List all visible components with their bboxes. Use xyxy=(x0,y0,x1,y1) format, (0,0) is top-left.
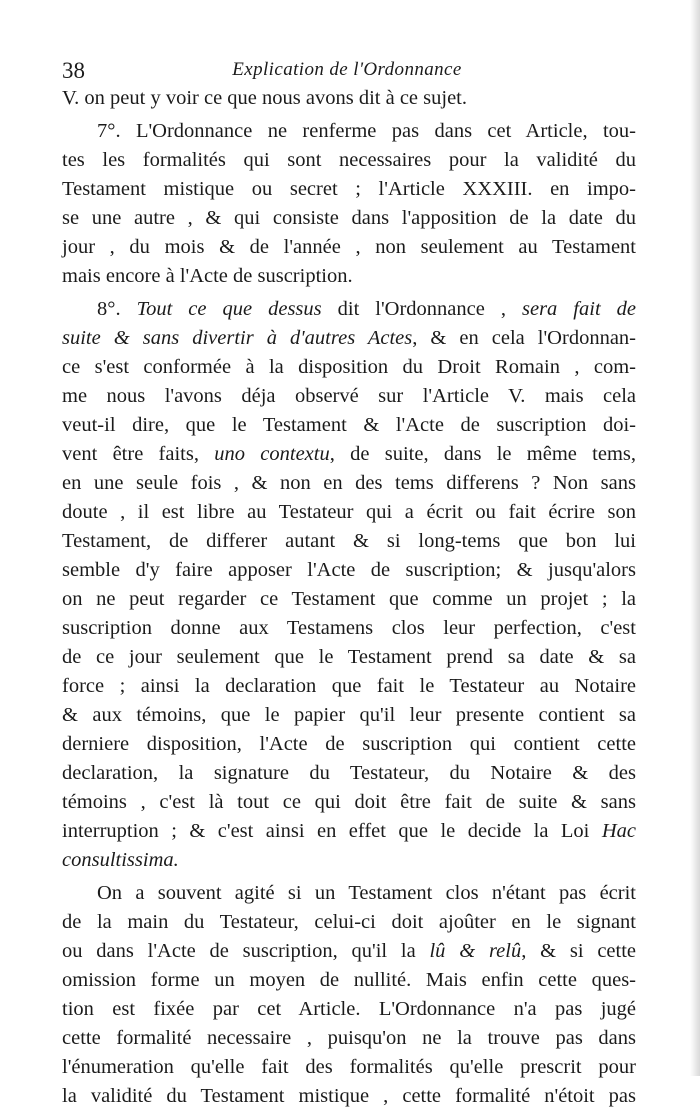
text-line: jour , du mois & de l'année , non seulement au Testament xyxy=(62,236,636,258)
text-line: on ne peut regarder ce Testament que comme un projet ; la xyxy=(62,588,636,610)
text-line: témoins , c'est là tout ce qui doit être fait de suite & sans xyxy=(62,791,636,813)
text-line: semble d'y faire apposer l'Acte de suscription; & jusqu'alors xyxy=(62,559,636,581)
text-run: , de suite, dans le même tems, xyxy=(329,443,636,465)
text-run: , & si cette xyxy=(521,940,637,962)
text-line xyxy=(62,295,636,324)
body-text xyxy=(62,84,636,1111)
text-line: declaration, la signature du Testateur, du Notaire & des xyxy=(62,762,636,784)
italic-latin: consultissima. xyxy=(62,849,179,871)
italic-quote: Tout ce que dessus xyxy=(136,298,322,320)
text-line xyxy=(62,440,636,469)
page-edge-shadow xyxy=(690,0,700,1076)
text-line: doute , il est libre au Testateur qui a écrit ou fait écrire son xyxy=(62,501,636,523)
text-line xyxy=(62,817,636,846)
text-line: l'énumeration qu'elle fait des formalités qu'elle prescrit pour xyxy=(62,1056,636,1078)
text-line: en une seule fois , & non en des tems differens ? Non sans xyxy=(62,472,636,494)
text-line: veut-il dire, que le Testament & l'Acte de suscription doi- xyxy=(62,414,636,436)
text-line: de ce jour seulement que le Testament prend sa date & sa xyxy=(62,646,636,668)
text-line: derniere disposition, l'Acte de suscription qui contient cette xyxy=(62,733,636,755)
text-line: V. on peut y voir ce que nous avons dit à ce sujet. xyxy=(62,87,467,109)
text-run: interruption ; & c'est ainsi en effet que le decide la Loi xyxy=(62,820,602,842)
italic-latin: uno contextu xyxy=(214,443,330,465)
text-line: omission forme un moyen de nullité. Mais enfin cette ques- xyxy=(62,969,636,991)
page-header xyxy=(62,58,632,86)
text-line: ce s'est conformée à la disposition du Droit Romain , com- xyxy=(62,356,636,378)
text-line: la validité du Testament mistique , cette formalité n'étoit pas xyxy=(62,1085,636,1107)
text-line: mais encore à l'Acte de suscription. xyxy=(62,265,353,287)
italic-latin: Hac xyxy=(601,820,636,842)
text-line: se une autre , & qui consiste dans l'apposition de la date du xyxy=(62,207,636,229)
text-line: me nous l'avons déja observé sur l'Article V. mais cela xyxy=(62,385,636,407)
italic-quote: lû & relû xyxy=(429,940,522,962)
text-line xyxy=(62,937,636,966)
text-run: vent être faits, xyxy=(62,443,215,465)
text-line: suscription donne aux Testamens clos leur perfection, c'est xyxy=(62,617,636,639)
text-line: Testament, de differer autant & si long-tems que bon lui xyxy=(62,530,636,552)
text-line xyxy=(62,324,636,353)
italic-quote: suite & sans divertir à d'autres Actes xyxy=(62,327,413,349)
text-line: & aux témoins, que le papier qu'il leur presente contient sa xyxy=(62,704,636,726)
text-line: de la main du Testateur, celui-ci doit ajoûter en le signant xyxy=(62,911,636,933)
text-line: Testament mistique ou secret ; l'Article XXXIII. en impo- xyxy=(62,178,636,200)
text-run: ou dans l'Acte de suscription, qu'il la xyxy=(62,940,430,962)
text-line xyxy=(62,846,636,875)
page-number: 38 xyxy=(62,58,85,83)
text-run: dit l'Ordonnance , xyxy=(321,298,522,320)
italic-quote: sera fait de xyxy=(522,298,636,320)
text-run: 8°. xyxy=(97,298,137,320)
text-line: On a souvent agité si un Testament clos n'étant pas écrit xyxy=(97,882,636,904)
text-line: force ; ainsi la declaration que fait le Testateur au Notaire xyxy=(62,675,636,697)
text-line: 7°. L'Ordonnance ne renferme pas dans cet Article, tou- xyxy=(97,120,636,142)
running-title: Explication de l'Ordonnance xyxy=(232,59,462,80)
text-line: cette formalité necessaire , puisqu'on ne la trouve pas dans xyxy=(62,1027,636,1049)
text-line: tes les formalités qui sont necessaires pour la validité du xyxy=(62,149,636,171)
text-run: , & en cela l'Ordonnan- xyxy=(412,327,636,349)
text-line: tion est fixée par cet Article. L'Ordonnance n'a pas jugé xyxy=(62,998,636,1020)
